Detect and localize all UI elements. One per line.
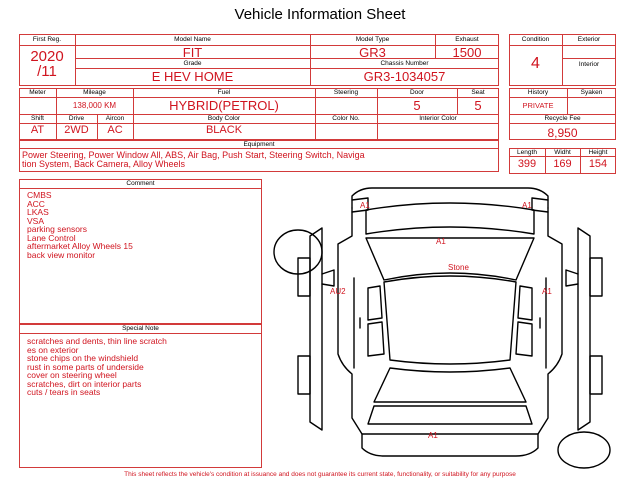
left-wheel-rear — [298, 356, 310, 394]
special-note-label: Special Note — [122, 325, 159, 332]
shift-value: AT — [30, 124, 45, 136]
equipment-line-1: Power Steering, Power Window All, ABS, Air Bag, Push Start, Steering Switch, Naviga — [22, 150, 365, 160]
door-value: 5 — [413, 98, 421, 113]
damage-right-side: A1 — [542, 287, 552, 296]
chassis-label: Chassis Number — [380, 60, 429, 67]
body-color-value: BLACK — [205, 124, 243, 136]
exhaust-value: 1500 — [452, 45, 482, 60]
first-reg-month: /11 — [37, 63, 57, 80]
syaken-label: Syaken — [580, 89, 603, 96]
special-note-line: cover on steering wheel — [27, 370, 117, 380]
comment-line: aftermarket Alloy Wheels 15 — [27, 241, 133, 251]
left-door-line — [354, 278, 360, 368]
meter-label: Meter — [29, 89, 46, 96]
special-note-line: scratches and dents, thin line scratch — [27, 336, 167, 346]
body-color-label: Body Color — [207, 115, 241, 122]
special-note-line: es on exterior — [27, 344, 79, 355]
chassis-value: GR3-1034057 — [363, 69, 446, 84]
door-label: Door — [409, 89, 425, 96]
length-value: 399 — [517, 158, 537, 170]
shift-label: Shift — [30, 115, 44, 122]
exhaust-label: Exhaust — [455, 36, 479, 43]
left-window-rear — [368, 322, 384, 356]
comment-line: LKAS — [27, 207, 49, 217]
comment-label: Comment — [126, 180, 155, 187]
height-label: Height — [588, 149, 608, 156]
condition-label: Condition — [521, 36, 550, 43]
roof — [384, 276, 516, 364]
comment-line: Lane Control — [27, 232, 76, 243]
history-value: PRIVATE — [522, 101, 554, 110]
recycle-fee-value: 8,950 — [547, 126, 578, 140]
damage-front-left: A1 — [360, 201, 370, 210]
special-note-line: stone chips on the windshield — [27, 353, 139, 363]
model-name-value: FIT — [182, 45, 203, 60]
right-wheel-rear — [590, 356, 602, 394]
right-mirror — [566, 270, 578, 286]
model-type-value: GR3 — [359, 45, 386, 60]
height-value: 154 — [588, 158, 608, 170]
damage-windshield: Stone — [448, 263, 469, 272]
special-note-line: scratches, dirt on interior parts — [27, 378, 142, 389]
color-no-label: Color No. — [332, 115, 360, 122]
car-damage-diagram — [270, 178, 630, 470]
left-mirror — [322, 270, 334, 286]
history-label: History — [527, 89, 549, 96]
fuel-value: HYBRID(PETROL) — [169, 98, 279, 113]
hood — [366, 203, 534, 234]
aircon-label: Aircon — [105, 115, 125, 122]
equipment-line-2: tion System, Back Camera, Alloy Wheels — [22, 159, 186, 169]
right-wheel-front — [590, 258, 602, 296]
seat-label: Seat — [471, 89, 485, 96]
left-side-profile — [310, 228, 322, 430]
interior-color-label: Interior Color — [419, 115, 457, 122]
seat-value: 5 — [474, 98, 482, 113]
model-name-label: Model Name — [174, 36, 211, 43]
width-value: 169 — [553, 158, 572, 170]
damage-hood: A1 — [436, 237, 446, 246]
right-window-rear — [516, 322, 532, 356]
drive-value: 2WD — [64, 124, 89, 136]
comment-line: VSA — [27, 215, 45, 226]
comment-line: back view monitor — [27, 249, 96, 260]
left-window-front — [368, 286, 382, 320]
special-note-line: rust in some parts of underside — [27, 361, 144, 372]
right-side-profile — [578, 228, 590, 430]
comment-line: parking sensors — [27, 224, 88, 234]
width-label: Widht — [554, 149, 571, 156]
comment-line: CMBS — [27, 190, 52, 200]
exterior-label: Exterior — [577, 36, 601, 43]
rear-bumper — [362, 434, 538, 456]
steering-label: Steering — [333, 89, 359, 96]
condition-value: 4 — [531, 55, 540, 72]
drive-label: Drive — [68, 115, 85, 122]
recycle-fee-label: Recycle Fee — [544, 115, 581, 122]
damage-left-side: AU2 — [330, 287, 346, 296]
special-note-list — [27, 337, 259, 397]
body-outline — [338, 208, 562, 434]
first-reg-year: 2020 — [30, 48, 64, 65]
length-label: Length — [517, 149, 537, 156]
interior-label: Interior — [578, 61, 600, 68]
special-note-line: cuts / tears in seats — [27, 387, 101, 397]
spare-wheel-bottom — [558, 432, 610, 468]
left-wheel-front — [298, 258, 310, 296]
front-bumper — [352, 188, 548, 208]
damage-front-right: A1 — [522, 201, 532, 210]
comment-line: ACC — [27, 198, 45, 209]
tailgate — [368, 406, 532, 424]
mileage-value: 138,000 KM — [72, 101, 117, 110]
model-type-label: Model Type — [355, 36, 390, 43]
footer-disclaimer: This sheet reflects the vehicle's condition at issuance and does not guarantee its current state, functionality, or suitability for any purpose — [124, 471, 516, 478]
comment-list — [27, 191, 257, 259]
grade-label: Grade — [183, 60, 202, 67]
equipment-label: Equipment — [243, 141, 275, 148]
damage-rear: A1 — [428, 431, 438, 440]
mileage-label: Mileage — [83, 89, 106, 96]
first-reg-label: First Reg. — [32, 36, 62, 43]
aircon-value: AC — [107, 124, 123, 136]
fuel-label: Fuel — [217, 89, 231, 96]
sheet-title: Vehicle Information Sheet — [234, 6, 406, 23]
grade-value: E HEV HOME — [151, 69, 234, 84]
rear-window — [374, 368, 526, 402]
windshield — [366, 238, 534, 280]
right-window-front — [518, 286, 532, 320]
